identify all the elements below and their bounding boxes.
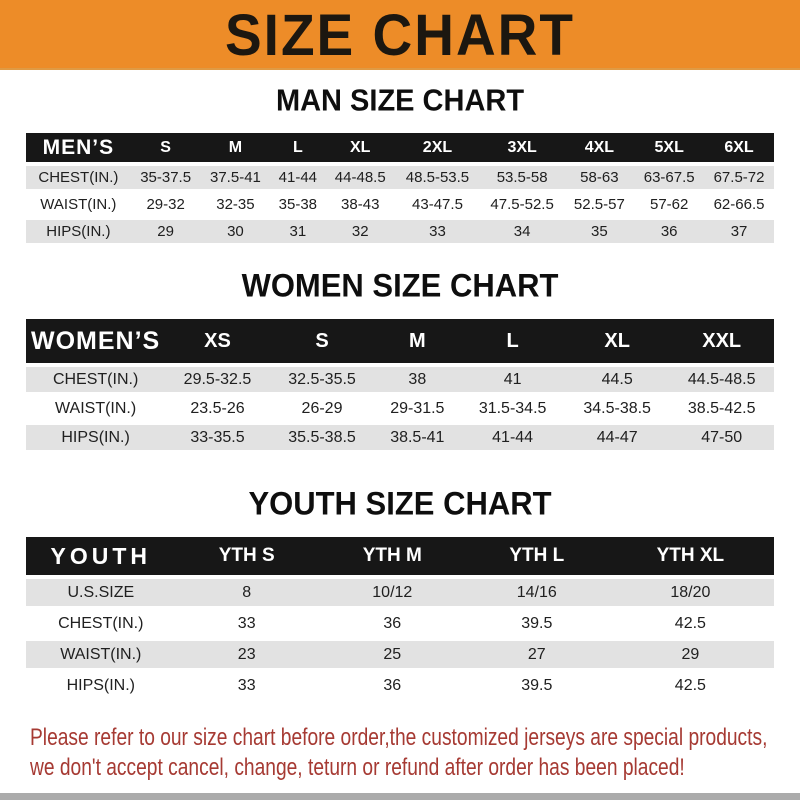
group-label: WOMEN’S <box>26 319 165 363</box>
measurement-value: 33 <box>395 220 480 243</box>
measurement-label: WAIST(IN.) <box>26 641 176 668</box>
size-column-header: S <box>270 319 375 363</box>
measurement-value: 42.5 <box>607 672 774 699</box>
measurement-value: 57-62 <box>634 193 704 216</box>
size-column-header: XL <box>325 133 395 162</box>
measurement-value: 34 <box>480 220 565 243</box>
size-column-header: YTH M <box>318 537 467 575</box>
measurement-value: 38.5-42.5 <box>669 396 774 421</box>
measurement-value: 48.5-53.5 <box>395 166 480 189</box>
measurement-label: U.S.SIZE <box>26 579 176 606</box>
measurement-value: 33 <box>176 672 318 699</box>
size-column-header: YTH S <box>176 537 318 575</box>
table-header-row <box>26 133 774 162</box>
measurement-value: 35-37.5 <box>131 166 201 189</box>
measurement-value: 29 <box>607 641 774 668</box>
measurement-value: 29-32 <box>131 193 201 216</box>
measurement-value: 35-38 <box>270 193 325 216</box>
measurement-value: 42.5 <box>607 610 774 637</box>
man-section-heading: MAN SIZE CHART <box>275 84 525 118</box>
table-header-row <box>26 537 774 575</box>
measurement-label: WAIST(IN.) <box>26 396 165 421</box>
measurement-value: 38 <box>374 367 460 392</box>
table-header-row <box>26 319 774 363</box>
measurement-row <box>26 610 774 637</box>
measurement-value: 35.5-38.5 <box>270 425 375 450</box>
measurement-value: 35 <box>564 220 634 243</box>
measurement-value: 36 <box>318 672 467 699</box>
measurement-value: 41-44 <box>460 425 565 450</box>
size-column-header: YTH XL <box>607 537 774 575</box>
measurement-value: 53.5-58 <box>480 166 565 189</box>
measurement-value: 25 <box>318 641 467 668</box>
measurement-value: 23 <box>176 641 318 668</box>
size-column-header: 5XL <box>634 133 704 162</box>
measurement-value: 47-50 <box>669 425 774 450</box>
measurement-value: 44.5-48.5 <box>669 367 774 392</box>
measurement-value: 41-44 <box>270 166 325 189</box>
measurement-value: 37.5-41 <box>201 166 271 189</box>
measurement-row <box>26 193 774 216</box>
size-column-header: M <box>201 133 271 162</box>
measurement-value: 47.5-52.5 <box>480 193 565 216</box>
measurement-value: 41 <box>460 367 565 392</box>
notice-line-2: we don't accept cancel, change, teturn or refund after order has been placed! <box>30 754 685 781</box>
measurement-label: HIPS(IN.) <box>26 220 131 243</box>
measurement-value: 10/12 <box>318 579 467 606</box>
size-column-header: 3XL <box>480 133 565 162</box>
measurement-value: 27 <box>467 641 607 668</box>
size-column-header: S <box>131 133 201 162</box>
order-notice <box>0 703 800 783</box>
size-column-header: XXL <box>669 319 774 363</box>
measurement-label: CHEST(IN.) <box>26 367 165 392</box>
measurement-label: CHEST(IN.) <box>26 166 131 189</box>
measurement-value: 38-43 <box>325 193 395 216</box>
size-column-header: XS <box>165 319 270 363</box>
measurement-value: 58-63 <box>564 166 634 189</box>
measurement-value: 31 <box>270 220 325 243</box>
measurement-value: 36 <box>318 610 467 637</box>
mens-size-table <box>26 129 774 247</box>
measurement-value: 33 <box>176 610 318 637</box>
measurement-value: 32.5-35.5 <box>270 367 375 392</box>
bottom-border-strip <box>0 793 800 800</box>
measurement-value: 67.5-72 <box>704 166 774 189</box>
measurement-value: 63-67.5 <box>634 166 704 189</box>
measurement-label: WAIST(IN.) <box>26 193 131 216</box>
measurement-row <box>26 579 774 606</box>
measurement-value: 18/20 <box>607 579 774 606</box>
measurement-value: 52.5-57 <box>564 193 634 216</box>
size-column-header: L <box>460 319 565 363</box>
youth-section <box>0 454 800 703</box>
measurement-value: 44.5 <box>565 367 670 392</box>
measurement-value: 29-31.5 <box>374 396 460 421</box>
measurement-value: 29 <box>131 220 201 243</box>
measurement-value: 39.5 <box>467 610 607 637</box>
size-column-header: YTH L <box>467 537 607 575</box>
size-column-header: L <box>270 133 325 162</box>
measurement-value: 31.5-34.5 <box>460 396 565 421</box>
youth-section-heading: YOUTH SIZE CHART <box>248 485 552 522</box>
measurement-value: 26-29 <box>270 396 375 421</box>
measurement-label: HIPS(IN.) <box>26 672 176 699</box>
size-column-header: 6XL <box>704 133 774 162</box>
measurement-value: 34.5-38.5 <box>565 396 670 421</box>
measurement-value: 44-47 <box>565 425 670 450</box>
measurement-value: 32-35 <box>201 193 271 216</box>
measurement-value: 32 <box>325 220 395 243</box>
size-column-header: 2XL <box>395 133 480 162</box>
measurement-label: CHEST(IN.) <box>26 610 176 637</box>
women-section-heading: WOMEN SIZE CHART <box>241 267 559 304</box>
banner <box>0 0 800 70</box>
youth-size-table <box>26 533 774 703</box>
measurement-value: 23.5-26 <box>165 396 270 421</box>
measurement-value: 44-48.5 <box>325 166 395 189</box>
measurement-value: 33-35.5 <box>165 425 270 450</box>
measurement-value: 8 <box>176 579 318 606</box>
women-section <box>0 247 800 454</box>
measurement-value: 29.5-32.5 <box>165 367 270 392</box>
measurement-row <box>26 220 774 243</box>
measurement-label: HIPS(IN.) <box>26 425 165 450</box>
size-column-header: XL <box>565 319 670 363</box>
size-column-header: M <box>374 319 460 363</box>
measurement-value: 37 <box>704 220 774 243</box>
man-section <box>0 70 800 247</box>
size-column-header: 4XL <box>564 133 634 162</box>
measurement-value: 14/16 <box>467 579 607 606</box>
measurement-row <box>26 672 774 699</box>
measurement-value: 43-47.5 <box>395 193 480 216</box>
measurement-value: 36 <box>634 220 704 243</box>
measurement-row <box>26 166 774 189</box>
notice-line-1: Please refer to our size chart before order,the customized jerseys are special products, <box>30 724 768 751</box>
measurement-value: 38.5-41 <box>374 425 460 450</box>
group-label: MEN’S <box>26 133 131 162</box>
measurement-row <box>26 396 774 421</box>
measurement-row <box>26 641 774 668</box>
measurement-value: 30 <box>201 220 271 243</box>
banner-title: SIZE CHART <box>225 2 575 68</box>
measurement-row <box>26 425 774 450</box>
womens-size-table <box>26 315 774 454</box>
measurement-value: 39.5 <box>467 672 607 699</box>
measurement-row <box>26 367 774 392</box>
measurement-value: 62-66.5 <box>704 193 774 216</box>
group-label: YOUTH <box>26 537 176 575</box>
